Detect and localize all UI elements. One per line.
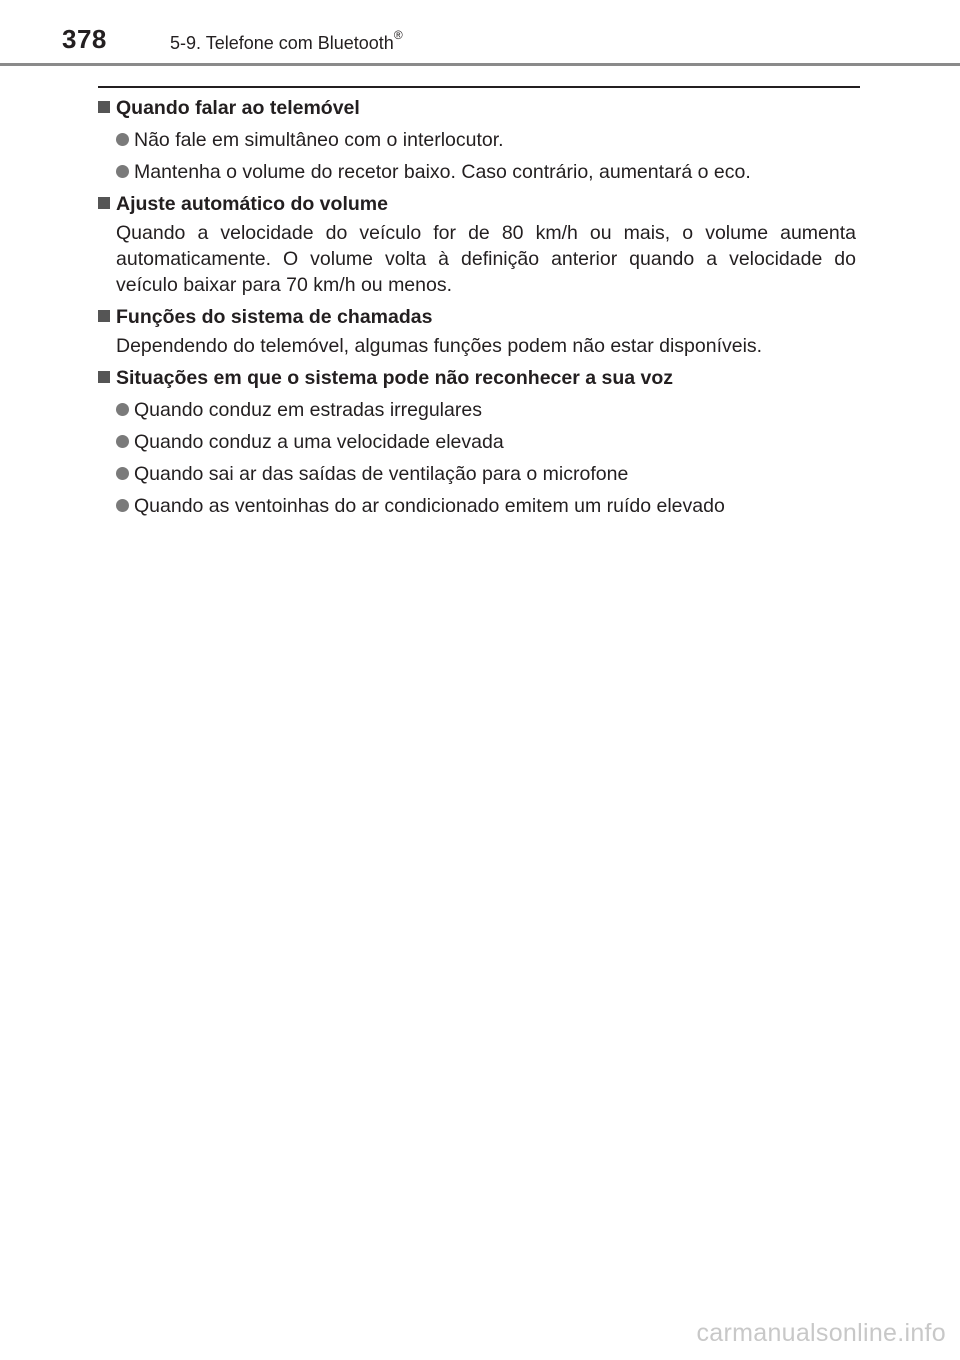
heading-text: Ajuste automático do volume (116, 193, 388, 215)
square-bullet-icon (98, 310, 110, 322)
section-call-functions (98, 303, 858, 359)
list-item-text: Não fale em simultâneo com o interlocutor. (134, 129, 504, 151)
round-bullet-icon (116, 403, 129, 416)
list-item (98, 461, 858, 487)
list-item-text: Quando as ventoinhas do ar condicionado emitem um ruído elevado (134, 495, 725, 517)
round-bullet-icon (116, 499, 129, 512)
list-item-text: Quando conduz a uma velocidade elevada (134, 431, 504, 453)
page-number: 378 (62, 24, 107, 54)
header-divider (0, 63, 960, 66)
list-item (98, 493, 858, 519)
registered-mark: ® (393, 28, 403, 42)
list-item (98, 397, 858, 423)
section-heading (98, 94, 858, 121)
list-item (98, 429, 858, 455)
square-bullet-icon (98, 101, 110, 113)
round-bullet-icon (116, 165, 129, 178)
section-title-text: 5-9. Telefone com Bluetooth (170, 33, 394, 53)
round-bullet-icon (116, 133, 129, 146)
heading-text: Funções do sistema de chamadas (116, 306, 433, 328)
section-heading (98, 303, 858, 330)
list-item (98, 127, 858, 153)
section-title (170, 28, 403, 54)
content-top-rule (98, 86, 860, 88)
section-voice-recognition (98, 364, 858, 519)
heading-text: Quando falar ao telemóvel (116, 97, 360, 119)
list-item-text: Quando sai ar das saídas de ventilação para o microfone (134, 463, 629, 485)
section-heading (98, 190, 858, 217)
page-header (0, 0, 960, 68)
section-auto-volume (98, 190, 858, 298)
square-bullet-icon (98, 197, 110, 209)
section-paragraph: Dependendo do telemóvel, algumas funções podem não estar disponíveis. (116, 335, 763, 357)
round-bullet-icon (116, 435, 129, 448)
heading-text: Situações em que o sistema pode não reconhecer a sua voz (116, 367, 674, 389)
section-paragraph: Quando a velocidade do veículo for de 80 km/h ou mais, o volume aumenta automaticamente. O volume volta à definição anterior quando a velocidade do veículo baixar para 70 km/h ou menos. (116, 222, 856, 296)
list-item-text: Quando conduz em estradas irregulares (134, 399, 482, 421)
section-call-talking (98, 94, 858, 185)
list-item (98, 159, 858, 185)
square-bullet-icon (98, 371, 110, 383)
page-content (98, 94, 858, 524)
section-heading (98, 364, 858, 391)
watermark: carmanualsonline.info (696, 1319, 946, 1347)
list-item-text: Mantenha o volume do recetor baixo. Caso contrário, aumentará o eco. (134, 161, 751, 183)
round-bullet-icon (116, 467, 129, 480)
